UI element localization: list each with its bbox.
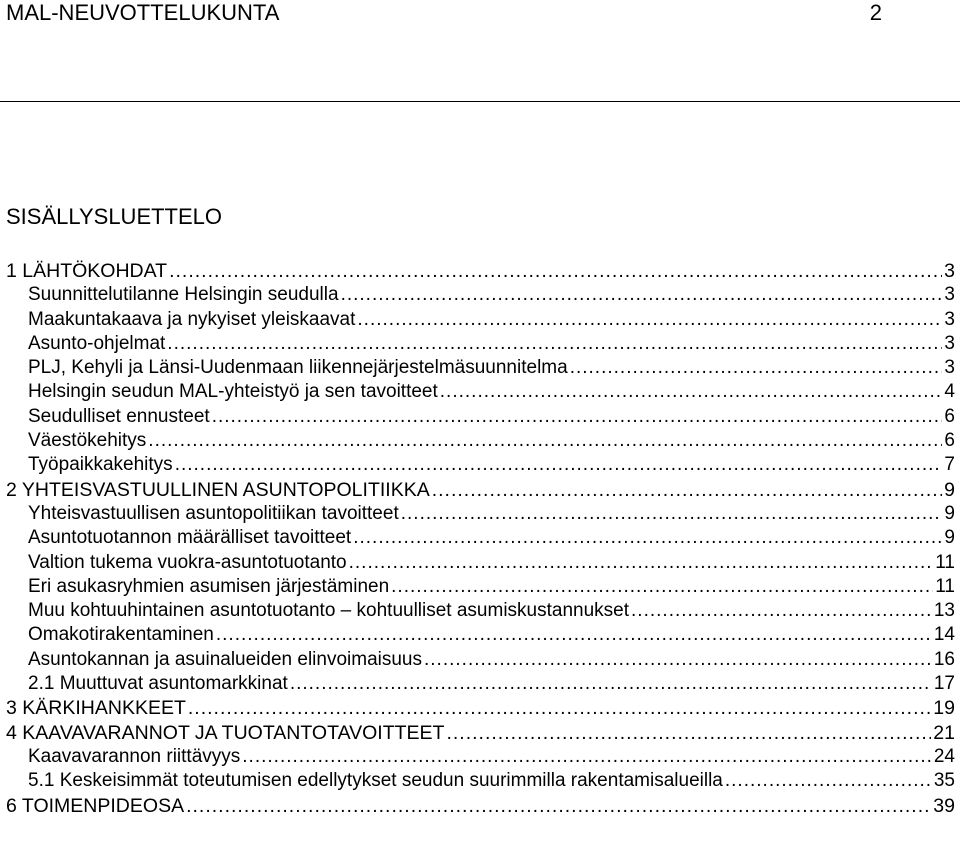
dot-leader xyxy=(570,356,943,380)
toc-entry[interactable] xyxy=(6,672,955,696)
toc-entry[interactable] xyxy=(6,696,955,720)
toc-entry[interactable] xyxy=(6,575,955,599)
toc-entry-page: 24 xyxy=(933,745,955,767)
dot-leader xyxy=(175,453,943,477)
dot-leader xyxy=(167,332,942,356)
page-number: 2 xyxy=(869,0,882,25)
toc-entry-label: 2.1 Muuttuvat asuntomarkkinat xyxy=(28,673,288,695)
toc-entry-page: 39 xyxy=(933,794,955,817)
dot-leader xyxy=(188,696,931,720)
toc-entry-label: 3 KÄRKIHANKKEET xyxy=(6,697,186,720)
dot-leader xyxy=(290,672,932,696)
toc-entry[interactable] xyxy=(6,405,955,429)
toc-entry[interactable] xyxy=(6,478,955,502)
toc-entry-page: 19 xyxy=(933,697,955,720)
toc-entry[interactable] xyxy=(6,356,955,380)
toc-entry-page: 6 xyxy=(944,405,955,427)
toc-entry-page: 13 xyxy=(933,600,955,622)
toc-entry[interactable] xyxy=(6,745,955,769)
dot-leader xyxy=(432,478,942,502)
dot-leader xyxy=(440,380,943,404)
dot-leader xyxy=(424,648,932,672)
toc-entry[interactable] xyxy=(6,502,955,526)
toc-entry-label: 6 TOIMENPIDEOSA xyxy=(6,794,185,817)
toc-entry-label: Kaavavarannon riittävyys xyxy=(28,745,241,767)
toc-entry-label: Väestökehitys xyxy=(28,430,147,452)
toc-entry-label: Asuntotuotannon määrälliset tavoitteet xyxy=(28,527,352,549)
dot-leader xyxy=(349,551,934,575)
toc-entry[interactable] xyxy=(6,794,955,818)
toc-entry-label: Maakuntakaava ja nykyiset yleiskaavat xyxy=(28,308,356,330)
dot-leader xyxy=(216,623,932,647)
toc-entry-label: 1 LÄHTÖKOHDAT xyxy=(6,260,168,282)
dot-leader xyxy=(725,769,932,793)
toc-entry[interactable] xyxy=(6,429,955,453)
toc-entry[interactable] xyxy=(6,259,955,283)
toc-entry-label: Eri asukasryhmien asumisen järjestäminen xyxy=(28,575,390,597)
dot-leader xyxy=(148,429,942,453)
dot-leader xyxy=(242,745,932,769)
toc-entry-label: Valtion tukema vuokra-asuntotuotanto xyxy=(28,551,347,573)
toc-entry[interactable] xyxy=(6,623,955,647)
toc-entry-page: 35 xyxy=(933,770,955,792)
document-title: MAL-NEUVOTTELUKUNTA xyxy=(6,0,280,25)
toc-entry-label: 4 KAAVAVARANNOT JA TUOTANTOTAVOITTEET xyxy=(6,721,445,744)
dot-leader xyxy=(212,405,943,429)
toc-entry-label: 5.1 Keskeisimmät toteutumisen edellytykset seudun suurimmilla rakentamisalueilla xyxy=(28,770,723,792)
dot-leader xyxy=(357,308,942,332)
toc-entry-label: Asuntokannan ja asuinalueiden elinvoimaisuus xyxy=(28,648,422,670)
toc-entry-page: 11 xyxy=(935,551,955,573)
toc-entry-label: Asunto-ohjelmat xyxy=(28,332,166,354)
toc-entry-page: 11 xyxy=(935,575,955,597)
page-header xyxy=(6,0,882,26)
toc-entry-page: 3 xyxy=(944,332,955,354)
dot-leader xyxy=(169,259,942,283)
toc-entry[interactable] xyxy=(6,453,955,477)
toc-entry[interactable] xyxy=(6,648,955,672)
toc-entry-label: Suunnittelutilanne Helsingin seudulla xyxy=(28,284,339,306)
dot-leader xyxy=(391,575,933,599)
toc-entry[interactable] xyxy=(6,599,955,623)
toc-entry-page: 9 xyxy=(944,478,955,501)
dot-leader xyxy=(341,283,943,307)
toc-entry-page: 3 xyxy=(944,284,955,306)
toc-entry-page: 21 xyxy=(933,721,955,744)
toc-entry-page: 3 xyxy=(944,260,955,282)
toc-entry-page: 7 xyxy=(944,454,955,476)
toc-entry-page: 6 xyxy=(944,430,955,452)
toc-entry[interactable] xyxy=(6,380,955,404)
toc-entry-page: 3 xyxy=(944,308,955,330)
toc-entry-label: PLJ, Kehyli ja Länsi-Uudenmaan liikennejärjestelmäsuunnitelma xyxy=(28,357,568,379)
toc-entry-label: Seudulliset ennusteet xyxy=(28,405,210,427)
toc-entry-label: Muu kohtuuhintainen asuntotuotanto – kohtuulliset asumiskustannukset xyxy=(28,600,630,622)
toc-entry[interactable] xyxy=(6,526,955,550)
toc-entry-label: Omakotirakentaminen xyxy=(28,624,214,646)
dot-leader xyxy=(186,794,931,818)
table-of-contents xyxy=(6,259,955,818)
toc-entry-page: 3 xyxy=(944,357,955,379)
toc-entry-label: Yhteisvastuullisen asuntopolitiikan tavoitteet xyxy=(28,502,399,524)
dot-leader xyxy=(353,526,942,550)
toc-entry-page: 4 xyxy=(944,381,955,403)
toc-entry-page: 9 xyxy=(944,527,955,549)
toc-entry[interactable] xyxy=(6,283,955,307)
toc-entry-page: 9 xyxy=(944,502,955,524)
toc-entry-label: Työpaikkakehitys xyxy=(28,454,173,476)
header-divider xyxy=(0,101,960,102)
toc-title: SISÄLLYSLUETTELO xyxy=(6,204,223,229)
toc-entry-label: 2 YHTEISVASTUULLINEN ASUNTOPOLITIIKKA xyxy=(6,478,430,501)
toc-entry[interactable] xyxy=(6,769,955,793)
toc-entry[interactable] xyxy=(6,551,955,575)
toc-entry[interactable] xyxy=(6,721,955,745)
toc-entry-page: 16 xyxy=(933,648,955,670)
dot-leader xyxy=(446,721,931,745)
toc-entry-page: 17 xyxy=(933,673,955,695)
dot-leader xyxy=(401,502,943,526)
dot-leader xyxy=(631,599,932,623)
toc-entry-page: 14 xyxy=(933,624,955,646)
toc-entry[interactable] xyxy=(6,308,955,332)
toc-entry[interactable] xyxy=(6,332,955,356)
toc-entry-label: Helsingin seudun MAL-yhteistyö ja sen tavoitteet xyxy=(28,381,438,403)
